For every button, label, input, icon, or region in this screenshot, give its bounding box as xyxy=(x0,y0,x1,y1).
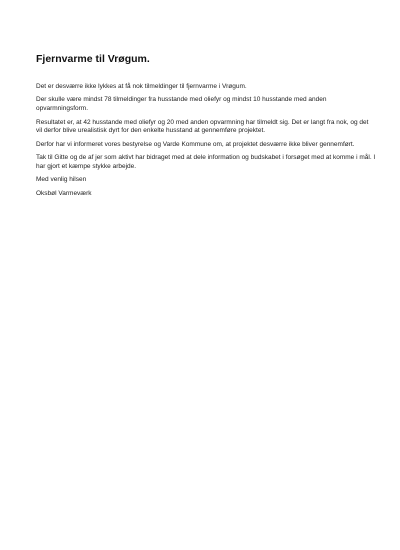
closing-greeting: Med venlig hilsen xyxy=(36,176,87,184)
document-body xyxy=(36,53,376,203)
paragraph-result: Resultatet er, at 42 husstande med oliefyr og 20 med anden opvarmning har tilmeldt sig. Det er langt fra nok, og det vil derfor blive urealistisk dyrt for den enkelte husstand at gennemføre projektet. xyxy=(36,118,369,135)
paragraph-intro: Det er desværre ikke lykkes at få nok tilmeldinger til fjernvarme i Vrøgum. xyxy=(36,83,247,90)
paragraph-decision: Derfor har vi informeret vores bestyrelse og Varde Kommune om, at projektet desværre ikke bliver gennemført. xyxy=(36,140,355,148)
document-title: Fjernvarme til Vrøgum. xyxy=(36,53,150,65)
signature: Oksbøl Varmeværk xyxy=(36,189,92,197)
paragraph-requirement: Der skulle være mindst 78 tilmeldinger fra husstande med oliefyr og mindst 10 husstande med anden opvarmningsform. xyxy=(36,96,327,113)
paragraph-thanks: Tak til Gitte og de af jer som aktivt har bidraget med at dele information og budskabet i forsøget med at komme i mål. I har gjort et kæmpe stykke arbejde. xyxy=(36,154,376,170)
